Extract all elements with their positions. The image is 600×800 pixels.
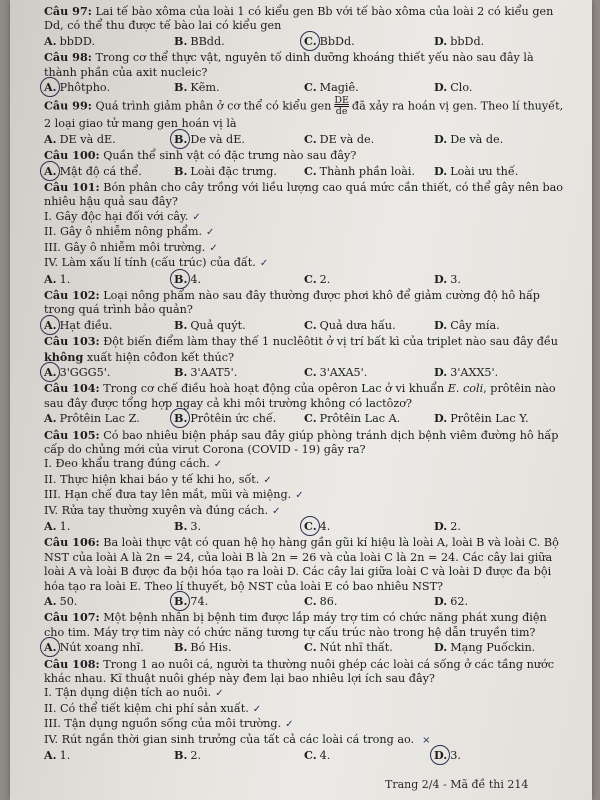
option-c: C. 3'AXA5'. [304,364,368,379]
question-text: Câu 107: Một bệnh nhân bị bệnh tim được lắp máy trợ tim có chức năng phát xung điện cho tim. Máy trợ tim này có chức năng tương tự cấu trúc nào trong hệ dẫn truyền tim? [44,610,547,639]
option-b: B. 2. [174,748,202,763]
option-c: C. 86. [304,594,338,609]
option-d: D. Loài ưu thế. [434,163,519,178]
options [44,318,564,333]
question-number: Câu 102: [44,287,100,302]
option-c-circled: C. 4. [304,519,434,534]
option-a: A. 1. [44,519,71,533]
option-c: C. Prôtêin Lac A. [304,411,401,426]
question-text: Câu 101: Bón phân cho cây trồng với liều lượng cao quá mức cần thiết, có thể gây nên bao nhiêu hậu quả sau đây? [44,180,564,209]
option-a: A. DE và dE. [44,131,116,146]
check-mark-icon: ✓ [213,459,223,471]
statement: III. Tận dụng nguồn sống của môi trường. ✓ [44,717,294,731]
statement: III. Hạn chế đưa tay lên mắt, mũi và miệng. ✓ [44,488,304,502]
question-103 [44,334,564,380]
check-mark-icon: ✓ [272,505,281,517]
option-c: C. 2. [304,271,331,286]
options [44,164,564,179]
exam-page [10,0,592,800]
option-a-circled: A. 3'GGG5'. [44,365,174,380]
option-c-circled: C. BbDd. [304,34,434,49]
question-number: Câu 99: [44,98,92,113]
question-number: Câu 103: [44,334,100,349]
statement: I. Đeo khẩu trang đúng cách. ✓ [44,457,223,471]
question-108 [44,657,564,764]
question-text: Câu 100: Quần thể sinh vật có đặc trưng nào sau đây? [44,148,357,163]
question-text: Câu 98: Trong cơ thể thực vật, nguyên tố dinh dưỡng khoáng thiết yếu nào sau đây là thành phần của axit nucleic? [44,50,534,79]
page-footer: Trang 2/4 - Mã đề thi 214 [385,778,529,791]
check-mark-icon: ✓ [209,242,218,254]
option-a: A. 1. [44,748,71,763]
options [44,748,564,763]
question-97 [44,4,564,49]
option-d: D. Prôtêin Lac Y. [434,411,529,426]
option-a: A. 50. [44,594,78,609]
option-a-circled: A. Hạt điều. [44,318,174,333]
question-number: Câu 98: [44,50,92,65]
options [44,365,564,380]
option-d: D. 62. [434,594,468,609]
option-d: D. Cây mía. [434,317,500,332]
options [44,132,564,147]
check-mark-icon: ✓ [215,688,224,700]
question-104 [44,381,564,426]
question-number: Câu 106: [44,535,100,550]
question-text: Câu 99: Quá trình giảm phân ở cơ thể có kiểu gen $\frac{DE}{de}$ đã xảy ra hoán vị gen. Theo lí thuyết, 2 loại giao tử mang gen hoán vị là [44,95,564,131]
question-98 [44,50,564,95]
option-d: D. 2. [434,519,461,533]
genotype-fraction: $\frac{DE}{de}$ [334,95,349,118]
option-b-circled: B. De và dE. [174,132,304,147]
question-text: Câu 103: Đột biến điểm làm thay thế 1 nuclêôtit ở vị trí bất kì của triplet nào sau đây đều không xuất hiện côđon kết thúc? [44,334,558,364]
options [44,34,564,49]
question-number: Câu 108: [44,656,100,671]
option-b: B. Bó His. [174,640,232,655]
question-107 [44,610,564,655]
option-c: C. Quả dưa hấu. [304,317,396,332]
option-c: C. 4. [304,748,331,763]
option-b: B. BBdd. [174,33,225,48]
option-a: A. bbDD. [44,33,95,48]
question-99 [44,96,564,147]
question-number: Câu 104: [44,381,100,396]
option-b-circled: B. Prôtêin ức chế. [174,411,304,426]
statement: II. Thực hiện khai báo y tế khi ho, sốt. ✓ [44,472,272,486]
question-number: Câu 105: [44,427,100,442]
option-d-circled: D. 3. [434,748,564,763]
statement: I. Tận dụng diện tích ao nuôi. ✓ [44,686,224,700]
option-c: C. Magiê. [304,80,359,95]
statement: I. Gây độc hại đối với cây. ✓ [44,209,201,223]
option-d: D. 3. [434,271,461,286]
option-c: C. Thành phần loài. [304,163,416,178]
option-c: C. DE và de. [304,131,375,146]
option-b: B. Quả quýt. [174,317,246,332]
options [44,594,564,609]
question-text: Câu 108: Trong 1 ao nuôi cá, người ta thường nuôi ghép các loài cá sống ở các tầng nước khác nhau. Kĩ thuật nuôi ghép này đem lại bao nhiêu lợi ích sau đây? [44,656,554,686]
option-a-circled: A. Mật độ cá thể. [44,164,174,179]
option-d: D. bbDd. [434,33,485,48]
option-d: D. Mạng Puốckin. [434,640,536,655]
option-d: D. De và de. [434,131,504,146]
option-b: B. Loài đặc trưng. [174,163,277,178]
option-d: D. 3'AXX5'. [434,364,499,379]
statement: III. Gây ô nhiễm môi trường. ✓ [44,240,218,254]
option-a-circled: A. Nút xoang nhĩ. [44,640,174,655]
question-number: Câu 107: [44,610,100,625]
options [44,272,564,287]
question-105 [44,428,564,535]
check-mark-icon: ✓ [206,227,215,239]
check-mark-icon: ✓ [295,490,304,502]
option-a-circled: A. Phôtpho. [44,80,174,95]
check-mark-icon: ✓ [263,474,272,486]
options [44,640,564,655]
option-b-circled: B. 4. [174,272,304,287]
question-text: Câu 106: Ba loài thực vật có quan hệ họ hàng gần gũi kí hiệu là loài A, loài B và loài C. Bộ NST của loài A là 2n = 24, của loài B là 2n = 26 và của loài C là 2n = 24. Các cây lai giữa loài A và loài B được đa bội hóa tạo ra loài D. Các cây lai giữa loài C và loài D được đa bội hóa tạo ra loài E. Theo lí thuyết, bộ NST của loài E có bao nhiêu NST? [44,535,559,593]
options [44,519,564,534]
statement: II. Có thể tiết kiệm chi phí sản xuất. ✓ [44,701,262,715]
option-b: B. 3. [174,519,202,533]
question-text: Câu 97: Lai tế bào xôma của loài 1 có kiểu gen Bb với tế bào xôma của loài 2 có kiểu gen Dd, có thể thu được tế bào lai có kiểu gen [44,4,554,33]
option-a: A. Prôtêin Lac Z. [44,411,140,426]
statement: IV. Làm xấu lí tính (cấu trúc) của đất. ✓ [44,256,269,270]
cross-mark-icon: × [422,734,431,746]
option-d: D. Clo. [434,80,473,95]
question-text: Câu 104: Trong cơ chế điều hoà hoạt động của opêron Lac ở vi khuẩn E. coli, prôtêin nào sau đây được tổng hợp ngay cả khi môi trường không có lactôzơ? [44,381,556,410]
question-number: Câu 100: [44,148,100,163]
option-b: B. Kẽm. [174,80,220,95]
options [44,80,564,95]
question-text: Câu 102: Loại nông phẩm nào sau đây thường được phơi khô để giảm cường độ hô hấp trong quá trình bảo quản? [44,287,540,317]
option-b: B. 3'AAT5'. [174,364,238,379]
options [44,411,564,426]
check-mark-icon: ✓ [252,703,262,715]
question-100 [44,148,564,179]
question-number: Câu 101: [44,180,100,195]
statement: IV. Rút ngắn thời gian sinh trưởng của tất cả các loài cá trong ao. × [44,732,431,746]
question-101 [44,180,564,287]
exam-content [44,4,564,765]
option-a: A. 1. [44,271,71,286]
check-mark-icon: ✓ [192,211,201,223]
question-number: Câu 97: [44,4,92,18]
question-102 [44,288,564,333]
option-c: C. Nút nhĩ thất. [304,640,393,655]
statement: IV. Rửa tay thường xuyên và đúng cách. ✓ [44,503,281,517]
check-mark-icon: ✓ [259,258,269,270]
statement: II. Gây ô nhiễm nông phẩm. ✓ [44,225,215,239]
option-b-circled: B. 74. [174,594,304,609]
question-106 [44,535,564,609]
check-mark-icon: ✓ [285,719,294,731]
question-text: Câu 105: Có bao nhiêu biện pháp sau đây giúp phòng tránh dịch bệnh viêm đường hô hấp cấp do chủng mới của virut Corona (COVID - 19) gây ra? [44,427,559,456]
